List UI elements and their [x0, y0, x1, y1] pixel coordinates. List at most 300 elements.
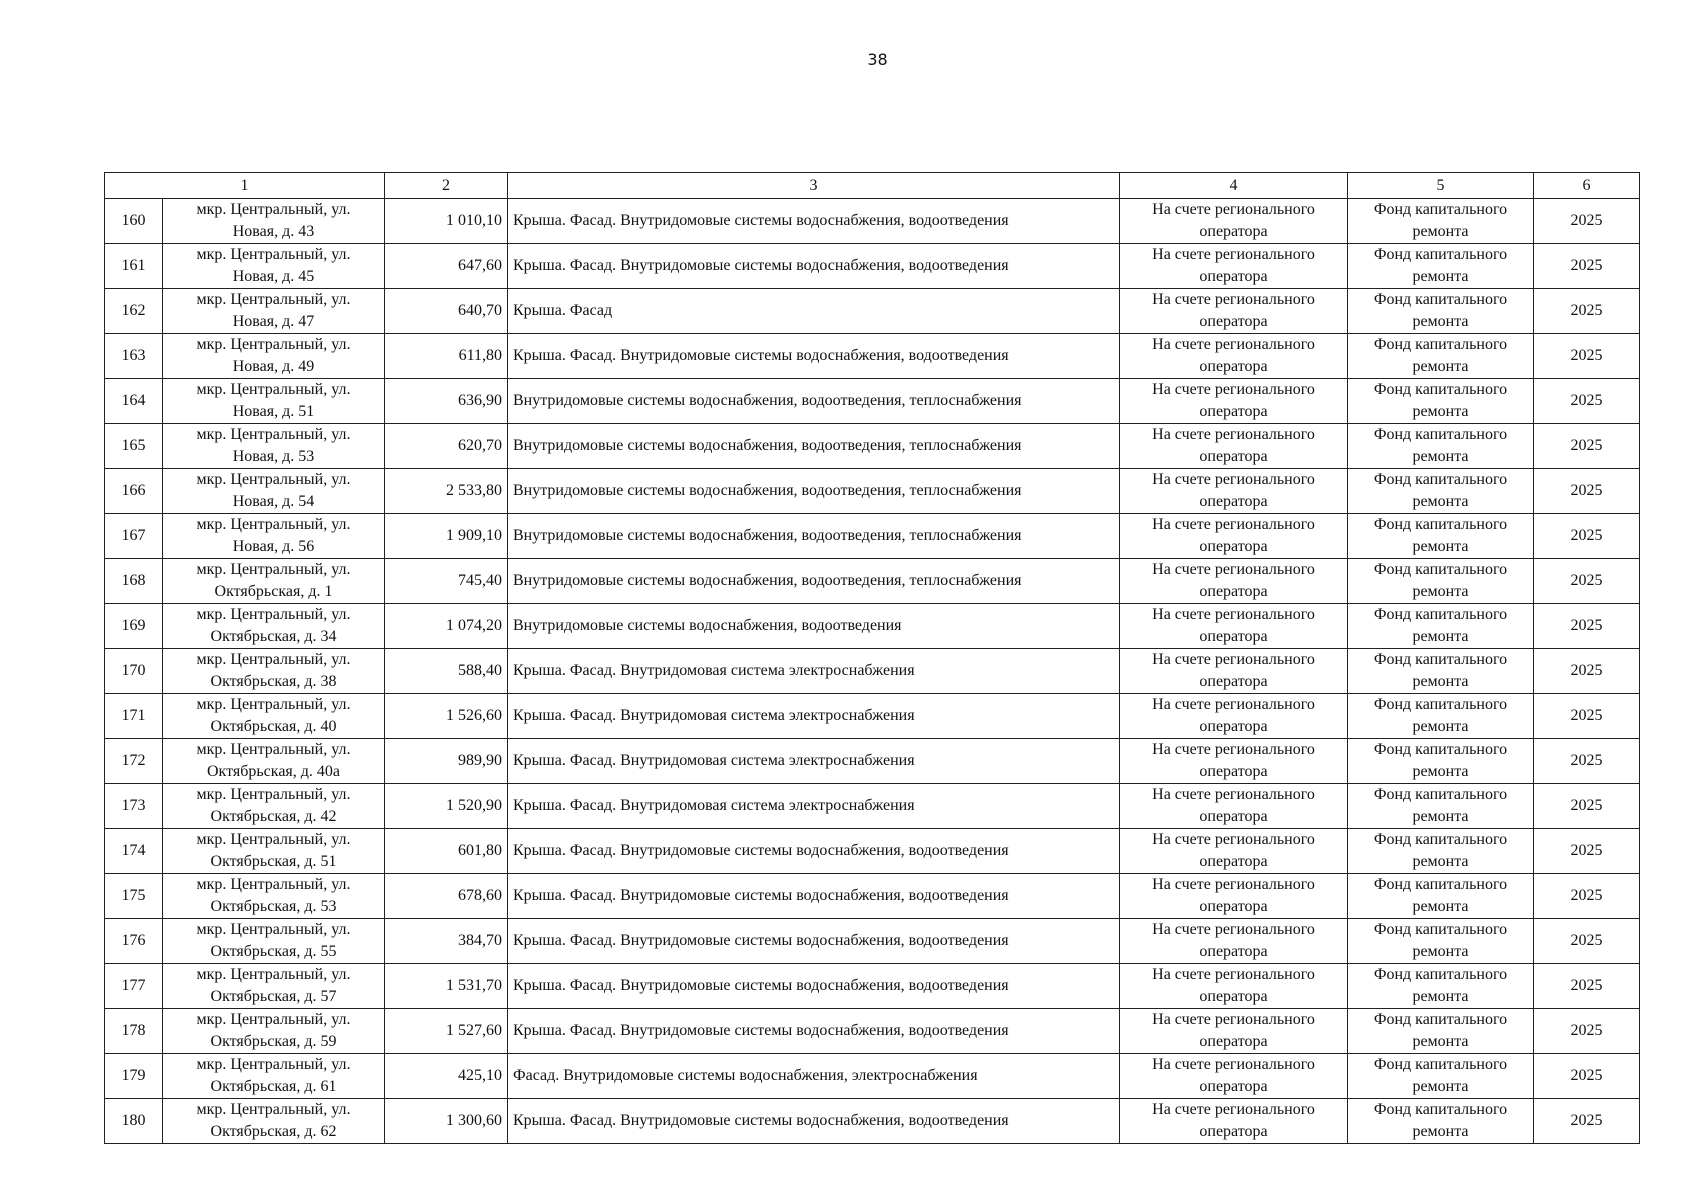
area-value: 636,90 — [385, 379, 508, 424]
funding-source-line-1: Фонд капитального — [1373, 471, 1508, 488]
funding-source-cell — [1348, 244, 1534, 289]
year-cell: 2025 — [1534, 694, 1640, 739]
page-number: 38 — [867, 50, 888, 69]
funding-source-line-1: Фонд капитального — [1373, 246, 1508, 263]
address-line-1: мкр. Центральный, ул. — [196, 246, 351, 263]
funding-source-cell — [1348, 334, 1534, 379]
area-value: 678,60 — [385, 874, 508, 919]
area-value: 1 010,10 — [385, 199, 508, 244]
address-line-2: Октябрьская, д. 51 — [210, 853, 337, 870]
funding-source-line-2: ремонта — [1412, 583, 1469, 600]
address-line-2: Октябрьская, д. 53 — [210, 898, 337, 915]
fund-method-line-1: На счете регионального — [1152, 201, 1315, 218]
works-description: Крыша. Фасад. Внутридомовые системы водоснабжения, водоотведения — [508, 1099, 1120, 1144]
funding-source-line-2: ремонта — [1412, 448, 1469, 465]
area-value: 588,40 — [385, 649, 508, 694]
fund-method-line-2: оператора — [1199, 898, 1268, 915]
funding-source-line-1: Фонд капитального — [1373, 651, 1508, 668]
fund-method-line-1: На счете регионального — [1152, 246, 1315, 263]
works-description: Крыша. Фасад. Внутридомовые системы водоснабжения, водоотведения — [508, 244, 1120, 289]
fund-method-cell — [1120, 559, 1348, 604]
funding-source-line-2: ремонта — [1412, 673, 1469, 690]
address-line-2: Новая, д. 53 — [232, 448, 315, 465]
year-cell: 2025 — [1534, 424, 1640, 469]
works-description: Крыша. Фасад. Внутридомовая система электроснабжения — [508, 784, 1120, 829]
funding-source-cell — [1348, 289, 1534, 334]
works-description: Внутридомовые системы водоснабжения, водоотведения, теплоснабжения — [508, 514, 1120, 559]
fund-method-line-1: На счете регионального — [1152, 561, 1315, 578]
table-row — [105, 784, 1640, 829]
address-line-1: мкр. Центральный, ул. — [196, 651, 351, 668]
works-description: Внутридомовые системы водоснабжения, водоотведения, теплоснабжения — [508, 469, 1120, 514]
area-value: 647,60 — [385, 244, 508, 289]
funding-source-cell — [1348, 199, 1534, 244]
fund-method-line-1: На счете регионального — [1152, 381, 1315, 398]
address-line-1: мкр. Центральный, ул. — [196, 561, 351, 578]
fund-method-cell — [1120, 199, 1348, 244]
funding-source-line-2: ремонта — [1412, 943, 1469, 960]
fund-method-cell — [1120, 424, 1348, 469]
funding-source-line-2: ремонта — [1412, 718, 1469, 735]
fund-method-line-2: оператора — [1199, 763, 1268, 780]
row-number: 179 — [105, 1054, 163, 1099]
fund-method-line-1: На счете регионального — [1152, 696, 1315, 713]
funding-source-line-1: Фонд капитального — [1373, 516, 1508, 533]
address-line-2: Новая, д. 47 — [232, 313, 315, 330]
funding-source-cell — [1348, 964, 1534, 1009]
works-description: Крыша. Фасад. Внутридомовые системы водоснабжения, водоотведения — [508, 964, 1120, 1009]
address-cell — [163, 1054, 385, 1099]
address-line-2: Октябрьская, д. 38 — [210, 673, 337, 690]
address-line-1: мкр. Центральный, ул. — [196, 291, 351, 308]
table-row — [105, 829, 1640, 874]
funding-source-line-1: Фонд капитального — [1373, 561, 1508, 578]
row-number: 171 — [105, 694, 163, 739]
table-row — [105, 739, 1640, 784]
funding-source-cell — [1348, 694, 1534, 739]
fund-method-line-2: оператора — [1199, 403, 1268, 420]
fund-method-cell — [1120, 694, 1348, 739]
table-row — [105, 559, 1640, 604]
fund-method-cell — [1120, 244, 1348, 289]
row-number: 161 — [105, 244, 163, 289]
fund-method-cell — [1120, 784, 1348, 829]
fund-method-cell — [1120, 739, 1348, 784]
fund-method-cell — [1120, 964, 1348, 1009]
funding-source-line-2: ремонта — [1412, 268, 1469, 285]
row-number: 164 — [105, 379, 163, 424]
address-line-2: Октябрьская, д. 62 — [210, 1123, 337, 1140]
funding-source-line-2: ремонта — [1412, 358, 1469, 375]
works-description: Внутридомовые системы водоснабжения, водоотведения — [508, 604, 1120, 649]
funding-source-line-1: Фонд капитального — [1373, 201, 1508, 218]
address-line-2: Новая, д. 49 — [232, 358, 315, 375]
address-line-1: мкр. Центральный, ул. — [196, 201, 351, 218]
fund-method-line-1: На счете регионального — [1152, 966, 1315, 983]
address-cell — [163, 604, 385, 649]
funding-source-line-1: Фонд капитального — [1373, 291, 1508, 308]
fund-method-line-2: оператора — [1199, 538, 1268, 555]
table-row — [105, 244, 1640, 289]
year-cell: 2025 — [1534, 334, 1640, 379]
row-number: 163 — [105, 334, 163, 379]
address-line-1: мкр. Центральный, ул. — [196, 741, 351, 758]
address-cell — [163, 649, 385, 694]
funding-source-line-2: ремонта — [1412, 493, 1469, 510]
fund-method-line-2: оператора — [1199, 268, 1268, 285]
table-row — [105, 1054, 1640, 1099]
address-cell — [163, 289, 385, 334]
row-number: 173 — [105, 784, 163, 829]
address-line-2: Новая, д. 43 — [232, 223, 315, 240]
fund-method-line-2: оператора — [1199, 358, 1268, 375]
year-cell: 2025 — [1534, 964, 1640, 1009]
year-cell: 2025 — [1534, 469, 1640, 514]
funding-source-line-1: Фонд капитального — [1373, 966, 1508, 983]
funding-source-cell — [1348, 874, 1534, 919]
fund-method-line-2: оператора — [1199, 493, 1268, 510]
fund-method-line-2: оператора — [1199, 223, 1268, 240]
address-line-1: мкр. Центральный, ул. — [196, 381, 351, 398]
fund-method-line-1: На счете регионального — [1152, 876, 1315, 893]
funding-source-line-2: ремонта — [1412, 808, 1469, 825]
year-cell: 2025 — [1534, 784, 1640, 829]
address-line-2: Октябрьская, д. 40а — [206, 763, 341, 780]
address-line-1: мкр. Центральный, ул. — [196, 336, 351, 353]
address-line-1: мкр. Центральный, ул. — [196, 876, 351, 893]
address-line-2: Октябрьская, д. 1 — [214, 583, 333, 600]
funding-source-line-2: ремонта — [1412, 538, 1469, 555]
column-header-6: 6 — [1534, 173, 1640, 199]
funding-source-cell — [1348, 604, 1534, 649]
funding-source-line-2: ремонта — [1412, 1123, 1469, 1140]
fund-method-line-2: оператора — [1199, 1123, 1268, 1140]
address-line-2: Октябрьская, д. 40 — [210, 718, 337, 735]
fund-method-line-2: оператора — [1199, 448, 1268, 465]
funding-source-cell — [1348, 559, 1534, 604]
funding-source-line-2: ремонта — [1412, 898, 1469, 915]
table-row — [105, 379, 1640, 424]
area-value: 1 909,10 — [385, 514, 508, 559]
works-description: Крыша. Фасад. Внутридомовая система электроснабжения — [508, 649, 1120, 694]
fund-method-cell — [1120, 874, 1348, 919]
address-cell — [163, 514, 385, 559]
fund-method-cell — [1120, 649, 1348, 694]
funding-source-line-2: ремонта — [1412, 988, 1469, 1005]
area-value: 1 526,60 — [385, 694, 508, 739]
area-value: 2 533,80 — [385, 469, 508, 514]
address-line-1: мкр. Центральный, ул. — [196, 516, 351, 533]
funding-source-line-1: Фонд капитального — [1373, 786, 1508, 803]
funding-source-cell — [1348, 649, 1534, 694]
works-description: Крыша. Фасад. Внутридомовые системы водоснабжения, водоотведения — [508, 919, 1120, 964]
fund-method-line-1: На счете регионального — [1152, 1056, 1315, 1073]
column-header-4: 4 — [1120, 173, 1348, 199]
column-header-5: 5 — [1348, 173, 1534, 199]
address-line-1: мкр. Центральный, ул. — [196, 966, 351, 983]
works-description: Внутридомовые системы водоснабжения, водоотведения, теплоснабжения — [508, 424, 1120, 469]
table-row — [105, 334, 1640, 379]
fund-method-line-2: оператора — [1199, 988, 1268, 1005]
works-description: Внутридомовые системы водоснабжения, водоотведения, теплоснабжения — [508, 559, 1120, 604]
row-number: 176 — [105, 919, 163, 964]
fund-method-line-2: оператора — [1199, 583, 1268, 600]
address-cell — [163, 1009, 385, 1054]
funding-source-cell — [1348, 739, 1534, 784]
year-cell: 2025 — [1534, 739, 1640, 784]
address-line-1: мкр. Центральный, ул. — [196, 786, 351, 803]
address-cell — [163, 919, 385, 964]
year-cell: 2025 — [1534, 829, 1640, 874]
fund-method-line-2: оператора — [1199, 1078, 1268, 1095]
fund-method-line-1: На счете регионального — [1152, 516, 1315, 533]
year-cell: 2025 — [1534, 1054, 1640, 1099]
fund-method-line-1: На счете регионального — [1152, 336, 1315, 353]
address-line-1: мкр. Центральный, ул. — [196, 1056, 351, 1073]
table-row — [105, 514, 1640, 559]
row-number: 178 — [105, 1009, 163, 1054]
address-cell — [163, 379, 385, 424]
area-value: 1 531,70 — [385, 964, 508, 1009]
funding-source-line-1: Фонд капитального — [1373, 921, 1508, 938]
address-cell — [163, 424, 385, 469]
fund-method-line-1: На счете регионального — [1152, 921, 1315, 938]
row-number: 175 — [105, 874, 163, 919]
fund-method-line-1: На счете регионального — [1152, 741, 1315, 758]
fund-method-line-1: На счете регионального — [1152, 471, 1315, 488]
area-value: 989,90 — [385, 739, 508, 784]
address-cell — [163, 334, 385, 379]
funding-source-line-2: ремонта — [1412, 403, 1469, 420]
area-value: 611,80 — [385, 334, 508, 379]
year-cell: 2025 — [1534, 289, 1640, 334]
funding-source-line-2: ремонта — [1412, 628, 1469, 645]
row-number: 160 — [105, 199, 163, 244]
funding-source-cell — [1348, 1099, 1534, 1144]
address-line-2: Октябрьская, д. 61 — [210, 1078, 337, 1095]
table-row — [105, 919, 1640, 964]
table-row — [105, 199, 1640, 244]
area-value: 1 074,20 — [385, 604, 508, 649]
address-line-1: мкр. Центральный, ул. — [196, 606, 351, 623]
table-row — [105, 289, 1640, 334]
works-description: Крыша. Фасад. Внутридомовые системы водоснабжения, водоотведения — [508, 199, 1120, 244]
address-line-2: Новая, д. 45 — [232, 268, 315, 285]
address-line-1: мкр. Центральный, ул. — [196, 1011, 351, 1028]
area-value: 425,10 — [385, 1054, 508, 1099]
area-value: 745,40 — [385, 559, 508, 604]
table-row — [105, 694, 1640, 739]
fund-method-line-2: оператора — [1199, 718, 1268, 735]
year-cell: 2025 — [1534, 199, 1640, 244]
funding-source-line-1: Фонд капитального — [1373, 1056, 1508, 1073]
year-cell: 2025 — [1534, 559, 1640, 604]
funding-source-line-1: Фонд капитального — [1373, 741, 1508, 758]
address-cell — [163, 874, 385, 919]
works-description: Крыша. Фасад. Внутридомовая система электроснабжения — [508, 694, 1120, 739]
capital-repair-table — [104, 172, 1640, 1144]
funding-source-line-2: ремонта — [1412, 223, 1469, 240]
table-row — [105, 649, 1640, 694]
fund-method-cell — [1120, 334, 1348, 379]
fund-method-cell — [1120, 379, 1348, 424]
funding-source-line-1: Фонд капитального — [1373, 381, 1508, 398]
column-header-2: 2 — [385, 173, 508, 199]
fund-method-cell — [1120, 1099, 1348, 1144]
row-number: 177 — [105, 964, 163, 1009]
funding-source-line-1: Фонд капитального — [1373, 876, 1508, 893]
table-row — [105, 424, 1640, 469]
fund-method-cell — [1120, 469, 1348, 514]
works-description: Крыша. Фасад. Внутридомовая система электроснабжения — [508, 739, 1120, 784]
table-row — [105, 874, 1640, 919]
row-number: 167 — [105, 514, 163, 559]
address-line-2: Новая, д. 54 — [232, 493, 315, 510]
address-cell — [163, 469, 385, 514]
address-line-2: Октябрьская, д. 34 — [210, 628, 337, 645]
address-cell — [163, 244, 385, 289]
address-line-2: Октябрьская, д. 55 — [210, 943, 337, 960]
address-line-2: Новая, д. 56 — [232, 538, 315, 555]
table-row — [105, 469, 1640, 514]
address-line-1: мкр. Центральный, ул. — [196, 831, 351, 848]
funding-source-line-1: Фонд капитального — [1373, 606, 1508, 623]
area-value: 1 300,60 — [385, 1099, 508, 1144]
fund-method-line-2: оператора — [1199, 628, 1268, 645]
funding-source-cell — [1348, 514, 1534, 559]
address-line-2: Октябрьская, д. 59 — [210, 1033, 337, 1050]
address-cell — [163, 1099, 385, 1144]
row-number: 180 — [105, 1099, 163, 1144]
fund-method-line-1: На счете регионального — [1152, 291, 1315, 308]
address-cell — [163, 964, 385, 1009]
fund-method-cell — [1120, 919, 1348, 964]
address-line-1: мкр. Центральный, ул. — [196, 471, 351, 488]
works-description: Крыша. Фасад. Внутридомовые системы водоснабжения, водоотведения — [508, 1009, 1120, 1054]
area-value: 620,70 — [385, 424, 508, 469]
table-row — [105, 1009, 1640, 1054]
fund-method-line-1: На счете регионального — [1152, 1101, 1315, 1118]
funding-source-line-1: Фонд капитального — [1373, 336, 1508, 353]
address-line-2: Октябрьская, д. 42 — [210, 808, 337, 825]
works-description: Крыша. Фасад. Внутридомовые системы водоснабжения, водоотведения — [508, 874, 1120, 919]
fund-method-cell — [1120, 604, 1348, 649]
address-line-2: Новая, д. 51 — [232, 403, 315, 420]
funding-source-cell — [1348, 919, 1534, 964]
address-line-2: Октябрьская, д. 57 — [210, 988, 337, 1005]
year-cell: 2025 — [1534, 514, 1640, 559]
fund-method-line-2: оператора — [1199, 808, 1268, 825]
year-cell: 2025 — [1534, 649, 1640, 694]
row-number: 168 — [105, 559, 163, 604]
row-number: 162 — [105, 289, 163, 334]
row-number: 170 — [105, 649, 163, 694]
funding-source-line-1: Фонд капитального — [1373, 1101, 1508, 1118]
fund-method-line-1: На счете регионального — [1152, 831, 1315, 848]
area-value: 601,80 — [385, 829, 508, 874]
column-header-3: 3 — [508, 173, 1120, 199]
works-description: Крыша. Фасад. Внутридомовые системы водоснабжения, водоотведения — [508, 829, 1120, 874]
row-number: 165 — [105, 424, 163, 469]
fund-method-cell — [1120, 829, 1348, 874]
funding-source-line-2: ремонта — [1412, 853, 1469, 870]
funding-source-cell — [1348, 424, 1534, 469]
fund-method-line-2: оператора — [1199, 853, 1268, 870]
table-row — [105, 604, 1640, 649]
funding-source-line-2: ремонта — [1412, 1078, 1469, 1095]
fund-method-line-2: оператора — [1199, 313, 1268, 330]
funding-source-cell — [1348, 379, 1534, 424]
area-value: 640,70 — [385, 289, 508, 334]
address-line-1: мкр. Центральный, ул. — [196, 921, 351, 938]
area-value: 1 527,60 — [385, 1009, 508, 1054]
area-value: 384,70 — [385, 919, 508, 964]
fund-method-line-1: На счете регионального — [1152, 1011, 1315, 1028]
works-description: Фасад. Внутридомовые системы водоснабжения, электроснабжения — [508, 1054, 1120, 1099]
address-cell — [163, 694, 385, 739]
table-row — [105, 964, 1640, 1009]
funding-source-line-2: ремонта — [1412, 313, 1469, 330]
funding-source-line-1: Фонд капитального — [1373, 426, 1508, 443]
address-line-1: мкр. Центральный, ул. — [196, 426, 351, 443]
funding-source-cell — [1348, 1054, 1534, 1099]
fund-method-cell — [1120, 1009, 1348, 1054]
address-line-1: мкр. Центральный, ул. — [196, 1101, 351, 1118]
fund-method-cell — [1120, 1054, 1348, 1099]
year-cell: 2025 — [1534, 1099, 1640, 1144]
address-line-1: мкр. Центральный, ул. — [196, 696, 351, 713]
address-cell — [163, 559, 385, 604]
year-cell: 2025 — [1534, 379, 1640, 424]
fund-method-line-2: оператора — [1199, 943, 1268, 960]
area-value: 1 520,90 — [385, 784, 508, 829]
funding-source-line-2: ремонта — [1412, 763, 1469, 780]
fund-method-line-1: На счете регионального — [1152, 651, 1315, 668]
table-row — [105, 1099, 1640, 1144]
funding-source-line-1: Фонд капитального — [1373, 1011, 1508, 1028]
address-cell — [163, 829, 385, 874]
fund-method-cell — [1120, 514, 1348, 559]
funding-source-line-2: ремонта — [1412, 1033, 1469, 1050]
year-cell: 2025 — [1534, 244, 1640, 289]
works-description: Крыша. Фасад — [508, 289, 1120, 334]
funding-source-line-1: Фонд капитального — [1373, 831, 1508, 848]
fund-method-line-2: оператора — [1199, 673, 1268, 690]
works-description: Крыша. Фасад. Внутридомовые системы водоснабжения, водоотведения — [508, 334, 1120, 379]
fund-method-line-1: На счете регионального — [1152, 606, 1315, 623]
row-number: 166 — [105, 469, 163, 514]
row-number: 174 — [105, 829, 163, 874]
row-number: 172 — [105, 739, 163, 784]
address-cell — [163, 199, 385, 244]
fund-method-line-1: На счете регионального — [1152, 426, 1315, 443]
address-cell — [163, 784, 385, 829]
year-cell: 2025 — [1534, 604, 1640, 649]
header-row — [105, 173, 1640, 199]
funding-source-cell — [1348, 784, 1534, 829]
funding-source-cell — [1348, 1009, 1534, 1054]
funding-source-line-1: Фонд капитального — [1373, 696, 1508, 713]
works-description: Внутридомовые системы водоснабжения, водоотведения, теплоснабжения — [508, 379, 1120, 424]
funding-source-cell — [1348, 469, 1534, 514]
fund-method-line-2: оператора — [1199, 1033, 1268, 1050]
year-cell: 2025 — [1534, 919, 1640, 964]
address-cell — [163, 739, 385, 784]
year-cell: 2025 — [1534, 1009, 1640, 1054]
funding-source-cell — [1348, 829, 1534, 874]
year-cell: 2025 — [1534, 874, 1640, 919]
column-header-1: 1 — [105, 173, 385, 199]
